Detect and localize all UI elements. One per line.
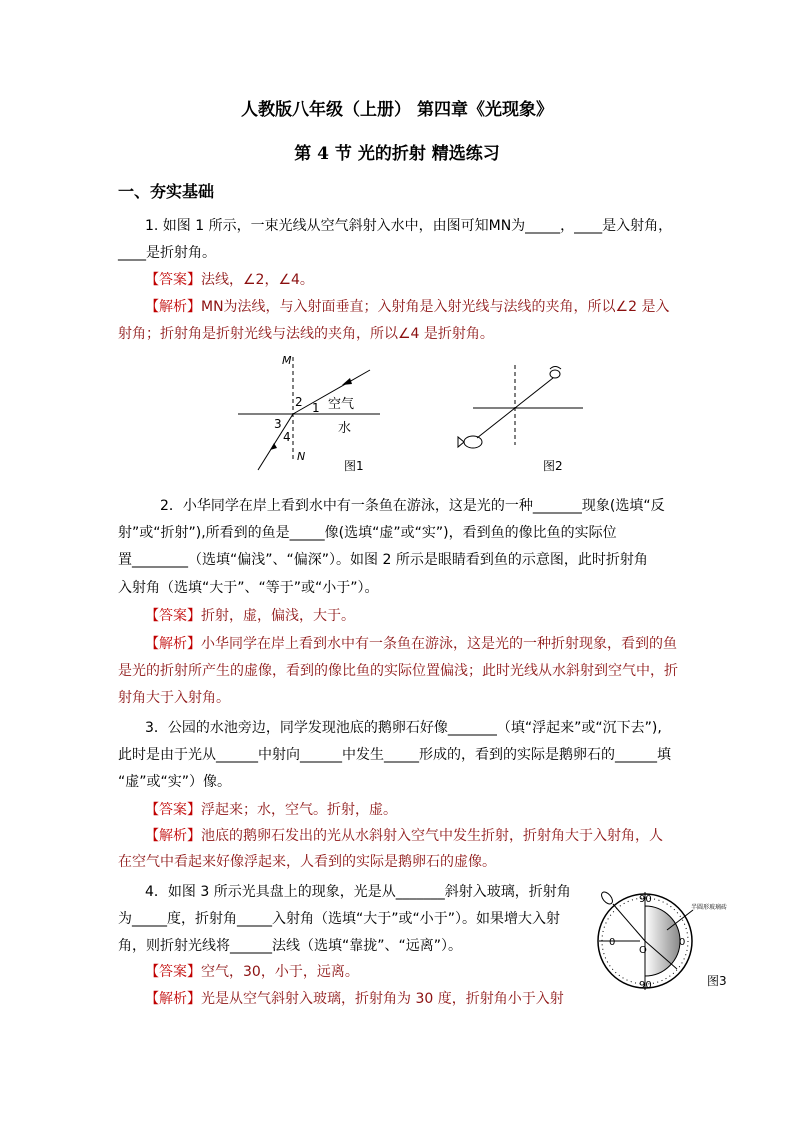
angle-3-label: 3 bbox=[274, 417, 282, 431]
analysis-tag: 【解析】 bbox=[145, 991, 201, 1007]
origin-label: O bbox=[639, 945, 647, 956]
q4-line3: 角，则折射光线将______法线（选填“靠拢”、“远离”）。 bbox=[118, 938, 463, 954]
scale-bottom-label: 90 bbox=[639, 980, 652, 991]
figure-2-eye-fish-diagram bbox=[455, 360, 595, 480]
q3-answer bbox=[145, 800, 397, 820]
analysis-text: 光是从空气斜射入玻璃，折射角为 30 度，折射角小于入射 bbox=[201, 991, 564, 1007]
glass-brick-label: 半圆形玻璃砖 bbox=[691, 904, 728, 911]
analysis-text: 小华同学在岸上看到水中有一条鱼在游泳，这是光的一种折射现象，看到的鱼 bbox=[201, 636, 677, 652]
semicircle-glass bbox=[645, 906, 680, 976]
answer-tag: 【答案】 bbox=[145, 802, 201, 818]
analysis-tag: 【解析】 bbox=[145, 299, 201, 315]
q1-analysis bbox=[145, 297, 669, 317]
q2-line4: 入射角（选填“大于”、“等于”或“小于”）。 bbox=[118, 580, 379, 596]
label-M: M bbox=[282, 354, 292, 367]
q4-answer bbox=[145, 962, 359, 982]
document-title: 人教版八年级（上册） 第四章《光现象》 bbox=[241, 100, 553, 120]
q3-line1: 3．公园的水池旁边，同学发现池底的鹅卵石好像_______（填“浮起来”或“沉下去”), bbox=[145, 720, 662, 736]
answer-text: 法线，∠2，∠4。 bbox=[201, 272, 314, 288]
scale-top-label: 90 bbox=[639, 894, 652, 905]
answer-tag: 【答案】 bbox=[145, 964, 201, 980]
q2-answer bbox=[145, 606, 355, 626]
answer-tag: 【答案】 bbox=[145, 272, 201, 288]
answer-text: 折射，虚，偏浅，大于。 bbox=[201, 608, 355, 624]
q2-analysis bbox=[145, 634, 677, 654]
figure-2-caption: 图2 bbox=[543, 459, 563, 473]
scale-right-label: 0 bbox=[679, 937, 686, 948]
q1-answer bbox=[145, 270, 314, 290]
analysis-text: MN为法线，与入射面垂直；入射角是入射光线与法线的夹角，所以∠2 是入 bbox=[201, 299, 670, 315]
analysis-text: 池底的鹅卵石发出的光从水斜射入空气中发生折射，折射角大于入射角，人 bbox=[201, 828, 663, 844]
figure-3-optical-disk bbox=[595, 878, 745, 1013]
q4-line1: 4．如图 3 所示光具盘上的现象，光是从_______斜射入玻璃，折射角 bbox=[145, 884, 571, 900]
air-label: 空气 bbox=[328, 397, 355, 412]
q1-line1: 1. 如图 1 所示，一束光线从空气斜射入水中，由图可知MN为_____，____是入射角， bbox=[145, 218, 673, 234]
water-label: 水 bbox=[338, 421, 352, 436]
section-heading: 一、夯实基础 bbox=[118, 182, 215, 201]
eye-icon bbox=[550, 370, 560, 378]
q4-analysis bbox=[145, 989, 564, 1009]
q2-line3: 置________（选填“偏浅”、“偏深”）。如图 2 所示是眼睛看到鱼的示意图，此时折射角 bbox=[118, 552, 648, 568]
answer-text: 空气，30，小于，远离。 bbox=[201, 964, 359, 980]
q2-line2: 射”或“折射”),所看到的鱼是_____像(选填“虚”或“实”)，看到鱼的像比鱼的实际位 bbox=[118, 525, 617, 541]
scale-left-label: 0 bbox=[609, 937, 616, 948]
label-N: N bbox=[297, 450, 306, 463]
angle-4-label: 4 bbox=[283, 430, 291, 444]
figure-1-caption: 图1 bbox=[344, 459, 364, 473]
figure-1-refraction-diagram bbox=[230, 352, 390, 480]
q3-line2: 此时是由于光从______中射向______中发生_____形成的，看到的实际是鹅卵石的______填 bbox=[118, 747, 671, 763]
angle-1-label: 1 bbox=[312, 401, 320, 415]
q3-analysis-line2: 在空气中看起来好像浮起来，人看到的实际是鹅卵石的虚像。 bbox=[118, 854, 496, 870]
q2-analysis-line2: 是光的折射所产生的虚像，看到的像比鱼的实际位置偏浅；此时光线从水斜射到空气中，折 bbox=[118, 663, 678, 679]
analysis-tag: 【解析】 bbox=[145, 828, 201, 844]
q3-analysis bbox=[145, 826, 663, 846]
q1-line2: ____是折射角。 bbox=[118, 245, 216, 261]
q4-line2: 为_____度，折射角_____入射角（选填“大于”或“小于”）。如果增大入射 bbox=[118, 911, 561, 927]
q2-analysis-line3: 射角大于入射角。 bbox=[118, 690, 230, 706]
answer-tag: 【答案】 bbox=[145, 608, 201, 624]
document-subtitle: 第 4 节 光的折射 精选练习 bbox=[294, 144, 500, 164]
analysis-tag: 【解析】 bbox=[145, 636, 201, 652]
q3-line3: “虚”或“实”）像。 bbox=[118, 774, 232, 790]
figure-3-caption: 图3 bbox=[707, 974, 727, 988]
q2-line1: 2．小华同学在岸上看到水中有一条鱼在游泳，这是光的一种_______现象(选填“反 bbox=[160, 498, 665, 514]
angle-2-label: 2 bbox=[295, 395, 303, 409]
q1-analysis-line2: 射角；折射角是折射光线与法线的夹角，所以∠4 是折射角。 bbox=[118, 326, 494, 342]
fish-icon bbox=[464, 436, 482, 448]
answer-text: 浮起来；水，空气。折射，虚。 bbox=[201, 802, 397, 818]
